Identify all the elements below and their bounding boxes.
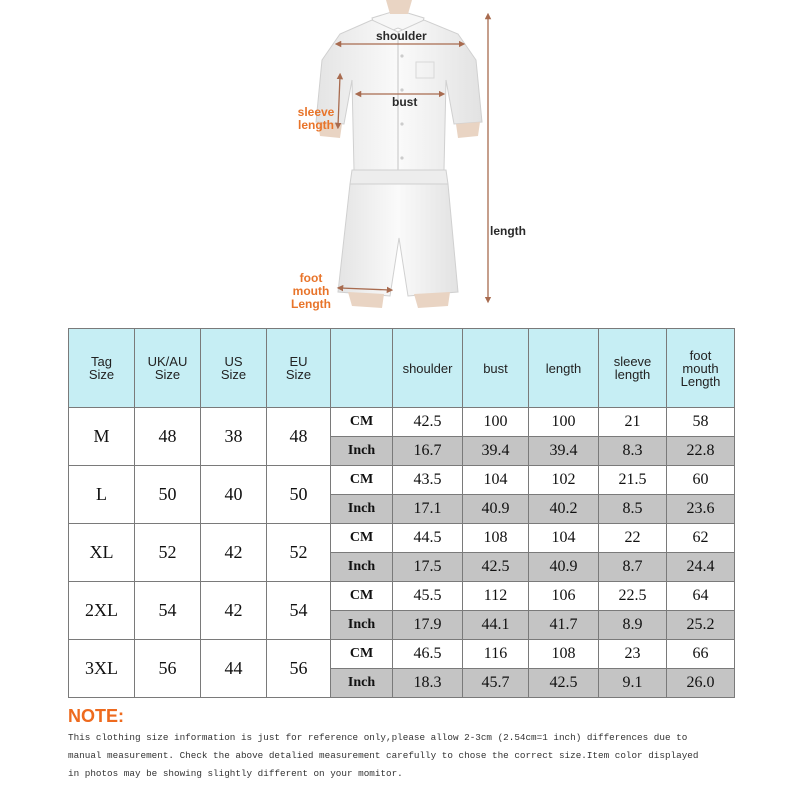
tag-size-cell: XL	[69, 524, 135, 582]
unit-cell: Inch	[331, 495, 393, 524]
shoulder-cell: 17.1	[393, 495, 463, 524]
bust-cell: 112	[463, 582, 529, 611]
bust-cell: 40.9	[463, 495, 529, 524]
shoulder-cell: 17.5	[393, 553, 463, 582]
length-cell: 42.5	[529, 669, 599, 698]
eu-size-cell: 56	[267, 640, 331, 698]
unit-cell: Inch	[331, 611, 393, 640]
uk-au-size-cell: 52	[135, 524, 201, 582]
sleeve-length-cell: 22	[599, 524, 667, 553]
shoulder-cell: 45.5	[393, 582, 463, 611]
note-text	[68, 729, 788, 783]
uk-au-size-cell: 50	[135, 466, 201, 524]
header-bust: bust	[463, 329, 529, 408]
romper-garment	[316, 0, 482, 308]
header-us-size: US Size	[201, 329, 267, 408]
foot-mouth-cell: 58	[667, 408, 735, 437]
table-row	[69, 524, 735, 553]
note-line: This clothing size information is just for reference only,please allow 2-3cm (2.54cm=1 inch) differences due to	[68, 732, 688, 743]
tag-size-cell: M	[69, 408, 135, 466]
sleeve-length-cell: 21	[599, 408, 667, 437]
shoulder-label: shoulder	[376, 29, 427, 43]
shoulder-cell: 17.9	[393, 611, 463, 640]
header-foot-mouth-length: foot mouth Length	[667, 329, 735, 408]
table-row	[69, 640, 735, 669]
sleeve-length-cell: 9.1	[599, 669, 667, 698]
bust-cell: 100	[463, 408, 529, 437]
header-shoulder: shoulder	[393, 329, 463, 408]
bust-label: bust	[392, 95, 418, 109]
unit-cell: CM	[331, 640, 393, 669]
header-length: length	[529, 329, 599, 408]
eu-size-cell: 54	[267, 582, 331, 640]
note-line: manual measurement. Check the above detalied measurement carefully to chose the correct size.Item color displayed	[68, 750, 699, 761]
note-line: in photos may be showing slightly different on your momitor.	[68, 768, 403, 779]
foot-mouth-cell: 25.2	[667, 611, 735, 640]
sleeve-length-cell: 22.5	[599, 582, 667, 611]
length-cell: 102	[529, 466, 599, 495]
uk-au-size-cell: 56	[135, 640, 201, 698]
length-cell: 41.7	[529, 611, 599, 640]
sleeve-length-cell: 8.9	[599, 611, 667, 640]
tag-size-cell: 3XL	[69, 640, 135, 698]
length-cell: 39.4	[529, 437, 599, 466]
sleeve-length-cell: 21.5	[599, 466, 667, 495]
header-uk-au-size: UK/AU Size	[135, 329, 201, 408]
shoulder-cell: 42.5	[393, 408, 463, 437]
unit-cell: CM	[331, 524, 393, 553]
table-row	[69, 408, 735, 437]
size-table-body	[69, 408, 735, 698]
header-eu-size: EU Size	[267, 329, 331, 408]
shoulder-cell: 43.5	[393, 466, 463, 495]
foot-mouth-cell: 22.8	[667, 437, 735, 466]
eu-size-cell: 48	[267, 408, 331, 466]
unit-cell: Inch	[331, 437, 393, 466]
length-cell: 40.9	[529, 553, 599, 582]
foot-mouth-length-label: foot mouth Length	[291, 271, 331, 311]
tag-size-cell: L	[69, 466, 135, 524]
length-cell: 104	[529, 524, 599, 553]
header-unit	[331, 329, 393, 408]
shoulder-cell: 44.5	[393, 524, 463, 553]
unit-cell: CM	[331, 408, 393, 437]
sleeve-length-cell: 23	[599, 640, 667, 669]
us-size-cell: 42	[201, 582, 267, 640]
sleeve-length-label: sleeve length	[297, 105, 335, 132]
foot-mouth-cell: 23.6	[667, 495, 735, 524]
us-size-cell: 44	[201, 640, 267, 698]
bust-cell: 104	[463, 466, 529, 495]
foot-mouth-cell: 24.4	[667, 553, 735, 582]
bust-cell: 42.5	[463, 553, 529, 582]
uk-au-size-cell: 48	[135, 408, 201, 466]
unit-cell: CM	[331, 466, 393, 495]
header-tag-size: Tag Size	[69, 329, 135, 408]
table-row	[69, 466, 735, 495]
us-size-cell: 40	[201, 466, 267, 524]
shoulder-cell: 46.5	[393, 640, 463, 669]
size-chart-table	[68, 328, 735, 698]
bust-cell: 44.1	[463, 611, 529, 640]
foot-mouth-cell: 66	[667, 640, 735, 669]
measurement-diagram	[0, 0, 800, 318]
foot-mouth-cell: 26.0	[667, 669, 735, 698]
length-cell: 108	[529, 640, 599, 669]
note-title: NOTE:	[68, 706, 124, 726]
sleeve-length-cell: 8.5	[599, 495, 667, 524]
romper-illustration	[0, 0, 800, 318]
unit-cell: Inch	[331, 669, 393, 698]
tag-size-cell: 2XL	[69, 582, 135, 640]
shoulder-cell: 18.3	[393, 669, 463, 698]
length-cell: 106	[529, 582, 599, 611]
foot-mouth-cell: 64	[667, 582, 735, 611]
unit-cell: Inch	[331, 553, 393, 582]
eu-size-cell: 50	[267, 466, 331, 524]
sleeve-length-cell: 8.3	[599, 437, 667, 466]
table-row	[69, 582, 735, 611]
bust-cell: 45.7	[463, 669, 529, 698]
length-cell: 100	[529, 408, 599, 437]
header-sleeve-length: sleeve length	[599, 329, 667, 408]
us-size-cell: 42	[201, 524, 267, 582]
bust-cell: 108	[463, 524, 529, 553]
sleeve-length-cell: 8.7	[599, 553, 667, 582]
length-cell: 40.2	[529, 495, 599, 524]
table-header-row	[69, 329, 735, 408]
eu-size-cell: 52	[267, 524, 331, 582]
shoulder-cell: 16.7	[393, 437, 463, 466]
foot-mouth-cell: 60	[667, 466, 735, 495]
us-size-cell: 38	[201, 408, 267, 466]
bust-cell: 39.4	[463, 437, 529, 466]
uk-au-size-cell: 54	[135, 582, 201, 640]
length-label: length	[490, 224, 526, 238]
foot-mouth-cell: 62	[667, 524, 735, 553]
unit-cell: CM	[331, 582, 393, 611]
bust-cell: 116	[463, 640, 529, 669]
